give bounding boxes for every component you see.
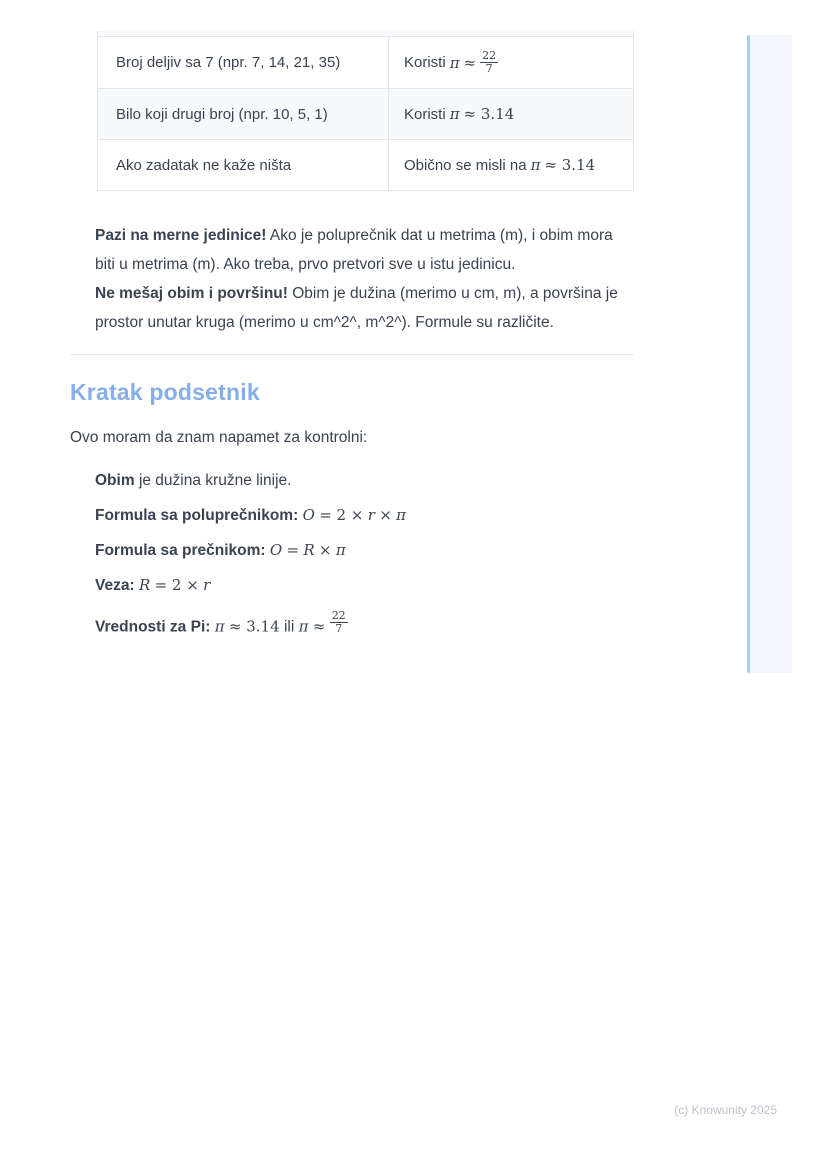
list-item-text <box>95 221 636 279</box>
math-pi: π <box>449 105 460 123</box>
term-bold: Vrednosti za Pi: <box>95 618 211 636</box>
bullet-icon <box>70 279 95 337</box>
table-row <box>98 139 633 190</box>
cell-label-text: Broj deljiv sa 7 (npr. 7, 14, 21, 35) <box>116 54 341 71</box>
math-var: R <box>303 541 315 559</box>
math-value: ≈ 3.14 <box>544 156 596 174</box>
fraction <box>330 610 348 634</box>
list-item <box>70 221 636 279</box>
math-pi: π <box>396 506 406 524</box>
list-item-text <box>95 471 636 491</box>
math-pi: π <box>335 541 346 559</box>
math-approx: ≈ <box>463 53 477 72</box>
bullet-icon <box>70 505 95 526</box>
math-op: = <box>286 541 300 559</box>
term-text: je dužina kružne linije. <box>138 472 292 489</box>
fraction-denominator: 7 <box>480 62 498 75</box>
cell-value-text: Koristi <box>404 105 446 123</box>
list-item-text <box>95 505 636 526</box>
cell-label-text: Ako zadatak ne kaže ništa <box>116 156 292 174</box>
note-bold-lead: Pazi na merne jedinice! <box>95 227 267 244</box>
table-cell-value <box>389 37 633 88</box>
table-row <box>98 88 633 139</box>
note-bold-lead: Ne mešaj obim i površinu! <box>95 285 288 302</box>
math-var: O <box>269 541 283 559</box>
bullet-icon <box>70 221 95 279</box>
intro-paragraph: Ovo moram da znam napamet za kontrolni: <box>70 429 368 446</box>
list-item <box>70 279 636 337</box>
section-heading: Kratak podsetnik <box>70 379 260 405</box>
math-op: × <box>318 541 332 559</box>
term-bold: Formula sa prečnikom: <box>95 542 266 559</box>
bullet-icon <box>70 610 95 638</box>
fraction-numerator: 22 <box>482 49 497 63</box>
fraction <box>480 50 498 74</box>
list-item <box>70 471 636 491</box>
list-item <box>70 505 636 526</box>
table-cell-label <box>98 140 389 190</box>
math-pi: π <box>298 617 309 636</box>
math-pi: π <box>214 617 225 636</box>
bullet-icon <box>70 540 95 561</box>
math-op: = 2 × <box>154 576 199 594</box>
right-rail-track <box>750 35 792 673</box>
table-cell-value <box>389 89 633 139</box>
note-body-text: Obim je dužina (merimo u cm, m), a površina je prostor unutar kruga (merimo u cm^2^, m^2^). Formule su različite. <box>95 285 618 331</box>
copyright-footer: (c) Knowunity 2025 <box>674 1103 777 1117</box>
list-item <box>70 610 636 638</box>
math-op: = 2 × <box>319 506 364 524</box>
term-bold: Obim <box>95 472 135 489</box>
pi-values-table <box>97 31 634 191</box>
summary-list <box>70 471 636 652</box>
list-item-text <box>95 279 636 337</box>
math-value: ≈ 3.14 <box>228 617 280 636</box>
table-row <box>98 37 633 88</box>
table-cell-label <box>98 37 389 88</box>
cell-value-text: Obično se misli na <box>404 156 527 174</box>
math-pi: π <box>449 53 460 72</box>
section-divider <box>70 354 634 355</box>
math-approx: ≈ <box>312 617 326 636</box>
cell-label-text: Bilo koji drugi broj (npr. 10, 5, 1) <box>116 105 328 123</box>
table-cell-label <box>98 89 389 139</box>
fraction-denominator: 7 <box>330 622 348 635</box>
note-body-text: Ako je poluprečnik dat u metrima (m), i obim mora biti u metrima (m). Ako treba, prvo pretvori sve u istu jedinicu. <box>95 227 613 273</box>
bullet-icon <box>70 575 95 596</box>
math-var: r <box>203 576 211 594</box>
conjunction-text: ili <box>283 618 295 636</box>
table-cell-value <box>389 140 633 190</box>
list-item-text <box>95 575 636 596</box>
list-item <box>70 575 636 596</box>
math-op: × <box>379 506 392 524</box>
term-bold: Veza: <box>95 577 135 594</box>
list-item <box>70 540 636 561</box>
notes-list <box>70 221 636 337</box>
fraction-numerator: 22 <box>331 609 346 622</box>
list-item-text <box>95 540 636 561</box>
bullet-icon <box>70 471 95 491</box>
math-var: r <box>367 506 375 524</box>
math-var: R <box>138 576 151 594</box>
math-pi: π <box>530 156 541 174</box>
scrollbar-thumb[interactable] <box>747 35 750 673</box>
math-value: ≈ 3.14 <box>463 105 515 123</box>
term-bold: Formula sa poluprečnikom: <box>95 507 299 524</box>
math-var: O <box>302 506 315 524</box>
cell-value-text: Koristi <box>404 54 446 71</box>
list-item-text <box>95 610 636 638</box>
